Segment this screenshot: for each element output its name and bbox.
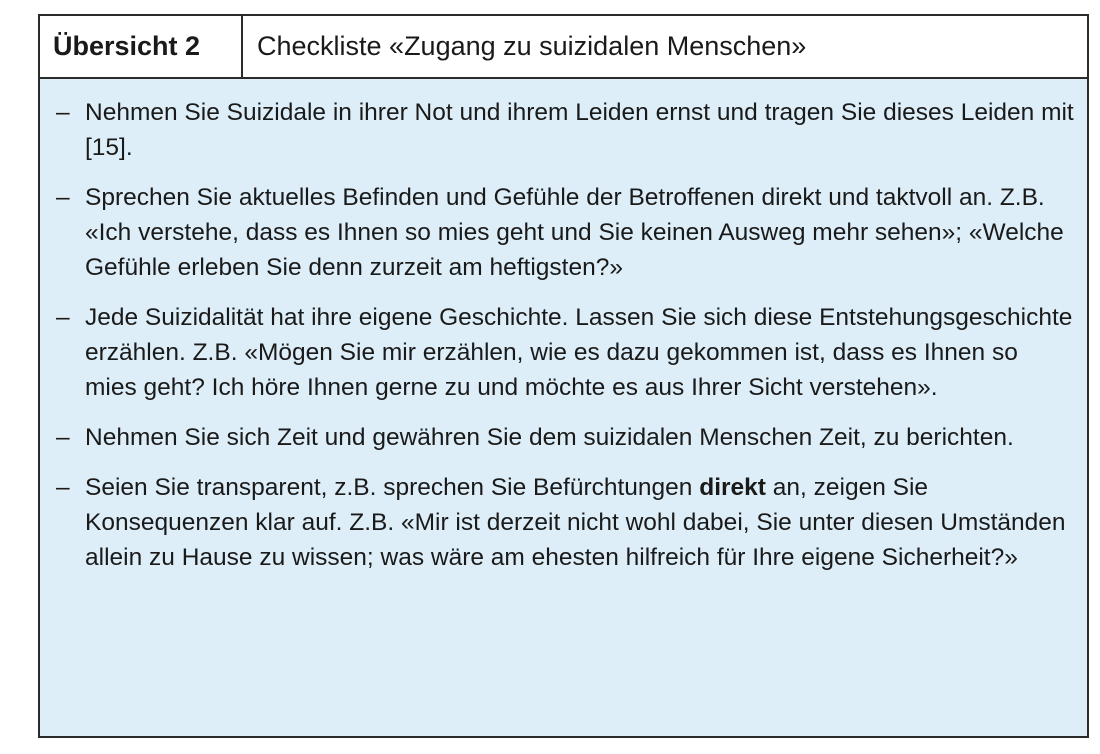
checklist-item bbox=[54, 95, 1075, 165]
overview-label: Übersicht 2 bbox=[40, 16, 243, 77]
item-text: Jede Suizidalität hat ihre eigene Geschichte. Lassen Sie sich diese Entstehungsgeschichte erzählen. Z.B. «Mögen Sie mir erzählen, wie es dazu gekommen ist, dass es Ihnen so mies geht? Ich höre Ihnen gerne zu und möchte es aus Ihrer Sicht verstehen». bbox=[85, 304, 1073, 401]
checklist-header bbox=[40, 16, 1087, 79]
item-text: Nehmen Sie Suizidale in ihrer Not und ihrem Leiden ernst und tragen Sie dieses Leiden mit [15]. bbox=[85, 99, 1074, 161]
checklist-title: Checkliste «Zugang zu suizidalen Menschen» bbox=[257, 31, 807, 61]
item-text-emphasis: direkt bbox=[699, 474, 766, 501]
item-text-before: Seien Sie transparent, z.B. sprechen Sie Befürchtungen bbox=[85, 474, 700, 501]
item-text: Sprechen Sie aktuelles Befinden und Gefühle der Betroffenen direkt und taktvoll an. Z.B. «Ich verstehe, dass es Ihnen so mies geht und Sie keinen Ausweg mehr sehen»; «Welche Gefühle erleben Sie denn zurzeit am heftigsten?» bbox=[85, 184, 1064, 281]
dash-bullet: – bbox=[56, 474, 70, 501]
checklist-item bbox=[54, 420, 1075, 455]
checklist-box bbox=[38, 14, 1089, 738]
dash-bullet: – bbox=[56, 99, 70, 126]
checklist-items bbox=[40, 79, 1087, 575]
checklist-item bbox=[54, 300, 1075, 405]
dash-bullet: – bbox=[56, 424, 70, 451]
dash-bullet: – bbox=[56, 304, 70, 331]
checklist-item bbox=[54, 470, 1075, 575]
checklist-item bbox=[54, 180, 1075, 285]
item-text: Nehmen Sie sich Zeit und gewähren Sie dem suizidalen Menschen Zeit, zu berichten. bbox=[85, 424, 1014, 451]
item-text-after: an, zeigen Sie Konsequenzen klar auf. Z.B. «Mir ist derzeit nicht wohl dabei, Sie unter diesen Umständen allein zu Hause zu wissen; was wäre am ehesten hilfreich für Ihre eigene Sicherheit?» bbox=[85, 474, 1066, 571]
dash-bullet: – bbox=[56, 184, 70, 211]
